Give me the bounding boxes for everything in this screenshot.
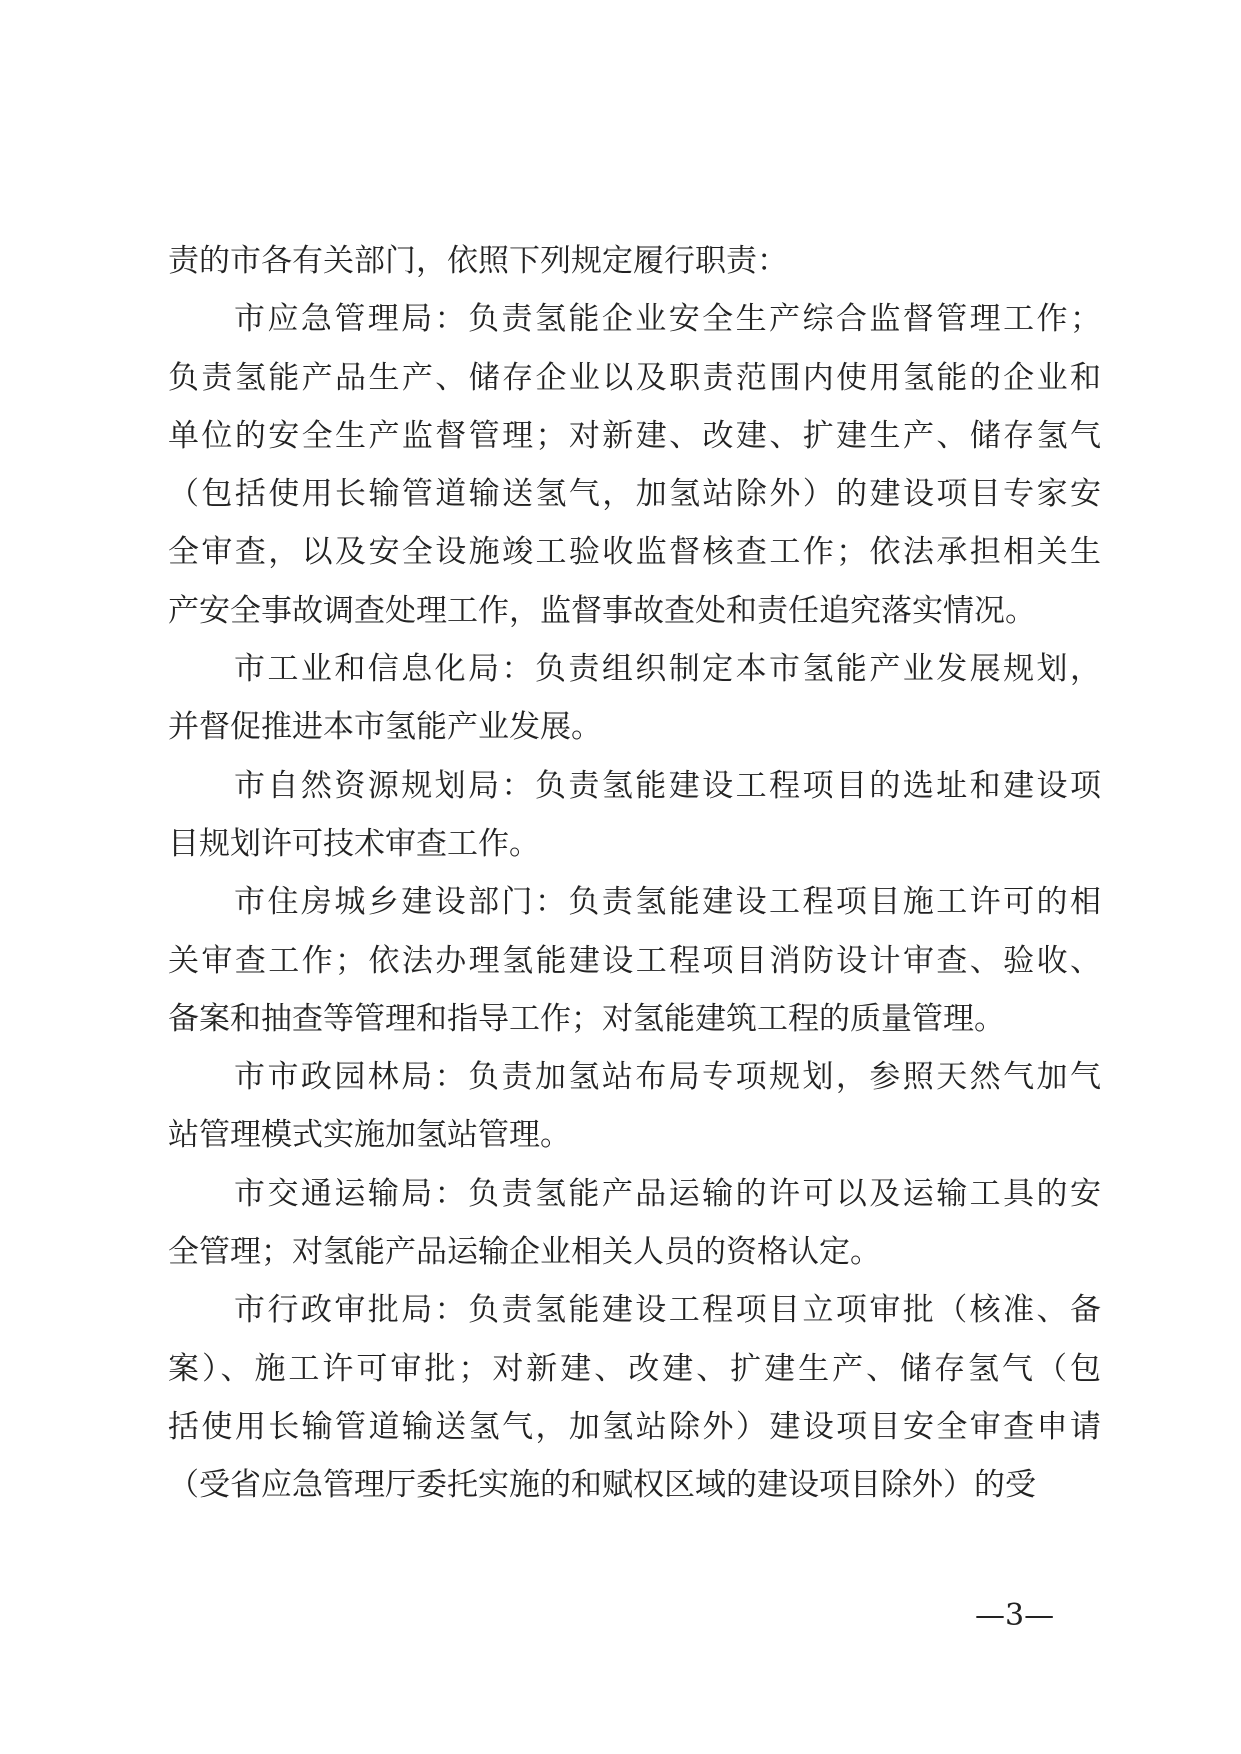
paragraph [168,1165,1101,1282]
text-line: （包括使用长输管道输送氢气，加氢站除外）的建设项目专家安 [168,476,1101,513]
text-line: 市应急管理局：负责氢能企业安全生产综合监督管理工作； [234,301,1101,338]
text-line: 责的市各有关部门，依照下列规定履行职责： [168,243,788,279]
text-line: 市自然资源规划局：负责氢能建设工程项目的选址和建设项 [234,767,1101,804]
text-line: 单位的安全生产监督管理；对新建、改建、扩建生产、储存氢气 [168,417,1101,454]
paragraph [168,1048,1101,1165]
paragraph [168,232,1101,290]
text-line: 括使用长输管道输送氢气，加氢站除外）建设项目安全审查申请 [168,1408,1101,1445]
text-line: 市市政园林局：负责加氢站布局专项规划，参照天然气加气 [234,1059,1101,1096]
text-line: 市住房城乡建设部门：负责氢能建设工程项目施工许可的相 [234,884,1101,921]
text-line: 案）、施工许可审批；对新建、改建、扩建生产、储存氢气（包 [168,1350,1101,1387]
page-number: —3— [975,1598,1055,1633]
text-line: 产安全事故调查处理工作，监督事故查处和责任追究落实情况。 [168,592,1036,629]
paragraph [168,640,1101,757]
paragraph [168,290,1101,640]
text-line: 市工业和信息化局：负责组织制定本市氢能产业发展规划， [234,651,1101,688]
text-line: 全管理；对氢能产品运输企业相关人员的资格认定。 [168,1234,881,1271]
text-line: 关审查工作；依法办理氢能建设工程项目消防设计审查、验收、 [168,942,1101,979]
paragraph [168,1281,1101,1514]
text-line: 负责氢能产品生产、储存企业以及职责范围内使用氢能的企业和 [168,359,1101,396]
text-line: 备案和抽查等管理和指导工作；对氢能建筑工程的质量管理。 [168,1000,1005,1037]
document-body [168,232,1101,1515]
text-line: 市行政审批局：负责氢能建设工程项目立项审批（核准、备 [234,1292,1101,1329]
text-line: 目规划许可技术审查工作。 [168,825,540,862]
text-line: （受省应急管理厅委托实施的和赋权区域的建设项目除外）的受 [168,1467,1036,1504]
text-line: 市交通运输局：负责氢能产品运输的许可以及运输工具的安 [234,1175,1101,1212]
text-line: 站管理模式实施加氢站管理。 [168,1117,571,1154]
text-line: 并督促推进本市氢能产业发展。 [168,709,602,746]
paragraph [168,757,1101,874]
paragraph [168,873,1101,1048]
text-line: 全审查，以及安全设施竣工验收监督核查工作；依法承担相关生 [168,534,1101,571]
